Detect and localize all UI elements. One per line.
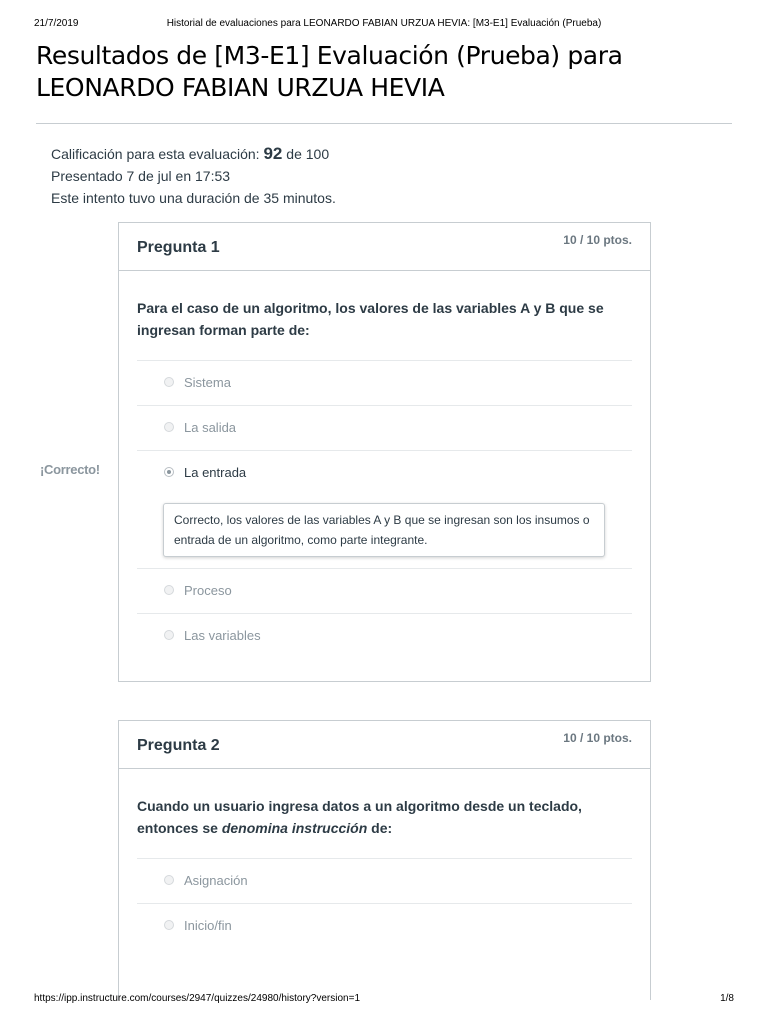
radio-button [164, 630, 174, 640]
answer-label: Proceso [184, 583, 232, 598]
question-text: Para el caso de un algoritmo, los valores de las variables A y B que se ingresan forman parte de: [137, 300, 604, 338]
answer-option [137, 568, 632, 613]
print-date: 21/7/2019 [34, 18, 79, 29]
radio-button [164, 422, 174, 432]
page-title-line-1: Resultados de [M3-E1] Evaluación (Prueba) para [36, 41, 623, 70]
print-url: https://ipp.instructure.com/courses/2947/quizzes/24980/history?version=1 [34, 993, 361, 1004]
question-points: 10 / 10 ptos. [563, 731, 632, 745]
page-title-line-2: LEONARDO FABIAN URZUA HEVIA [36, 73, 445, 102]
question-name: Pregunta 2 [137, 737, 220, 754]
radio-button [164, 875, 174, 885]
answer-label: Las variables [184, 628, 261, 643]
question-points: 10 / 10 ptos. [563, 233, 632, 247]
question-text-start: Cuando un usuario ingresa datos a un algoritmo desde un teclado, entonces se [137, 798, 582, 836]
question-text [119, 769, 650, 839]
answer-list [137, 858, 632, 948]
answer-option [137, 613, 632, 658]
radio-button [164, 920, 174, 930]
question-text-italic: denomina instrucción [221, 820, 368, 836]
question-1 [118, 222, 651, 682]
question-header [119, 721, 650, 769]
answer-option-selected [137, 450, 632, 568]
answer-option [137, 360, 632, 405]
submitted-date: Presentado 7 de jul en 17:53 [51, 168, 231, 184]
score-label: Calificación para esta evaluación: [51, 146, 264, 162]
print-document-title: Historial de evaluaciones para LEONARDO FABIAN URZUA HEVIA: [M3-E1] Evaluación (Prueba) [166, 18, 602, 29]
answer-label: La salida [184, 420, 237, 435]
question-2 [118, 720, 651, 1000]
answer-option [137, 858, 632, 903]
radio-button [164, 377, 174, 387]
question-header [119, 223, 650, 271]
answer-label: La entrada [184, 465, 247, 480]
answer-option [137, 405, 632, 450]
question-name: Pregunta 1 [137, 239, 220, 256]
score-value: 92 [263, 144, 283, 163]
quiz-summary [51, 143, 336, 209]
question-text-end: de: [367, 820, 393, 836]
title-divider [36, 123, 732, 124]
correct-answer-flag: ¡Correcto! [40, 462, 100, 477]
radio-button-selected [164, 467, 174, 477]
answer-comment: Correcto, los valores de las variables A y B que se ingresan son los insumos o entrada de un algoritmo, como parte integrante. [163, 503, 605, 557]
score-suffix: de 100 [282, 146, 330, 162]
print-header [34, 18, 734, 32]
answer-label: Inicio/fin [184, 918, 232, 933]
answer-label: Sistema [184, 375, 231, 390]
answer-list [137, 360, 632, 658]
answer-label: Asignación [184, 873, 248, 888]
score-line [51, 143, 336, 165]
page-number: 1/8 [720, 993, 734, 1004]
attempt-duration: Este intento tuvo una duración de 35 minutos. [51, 190, 336, 206]
page-title [36, 40, 726, 104]
answer-option [137, 903, 632, 948]
radio-button [164, 585, 174, 595]
